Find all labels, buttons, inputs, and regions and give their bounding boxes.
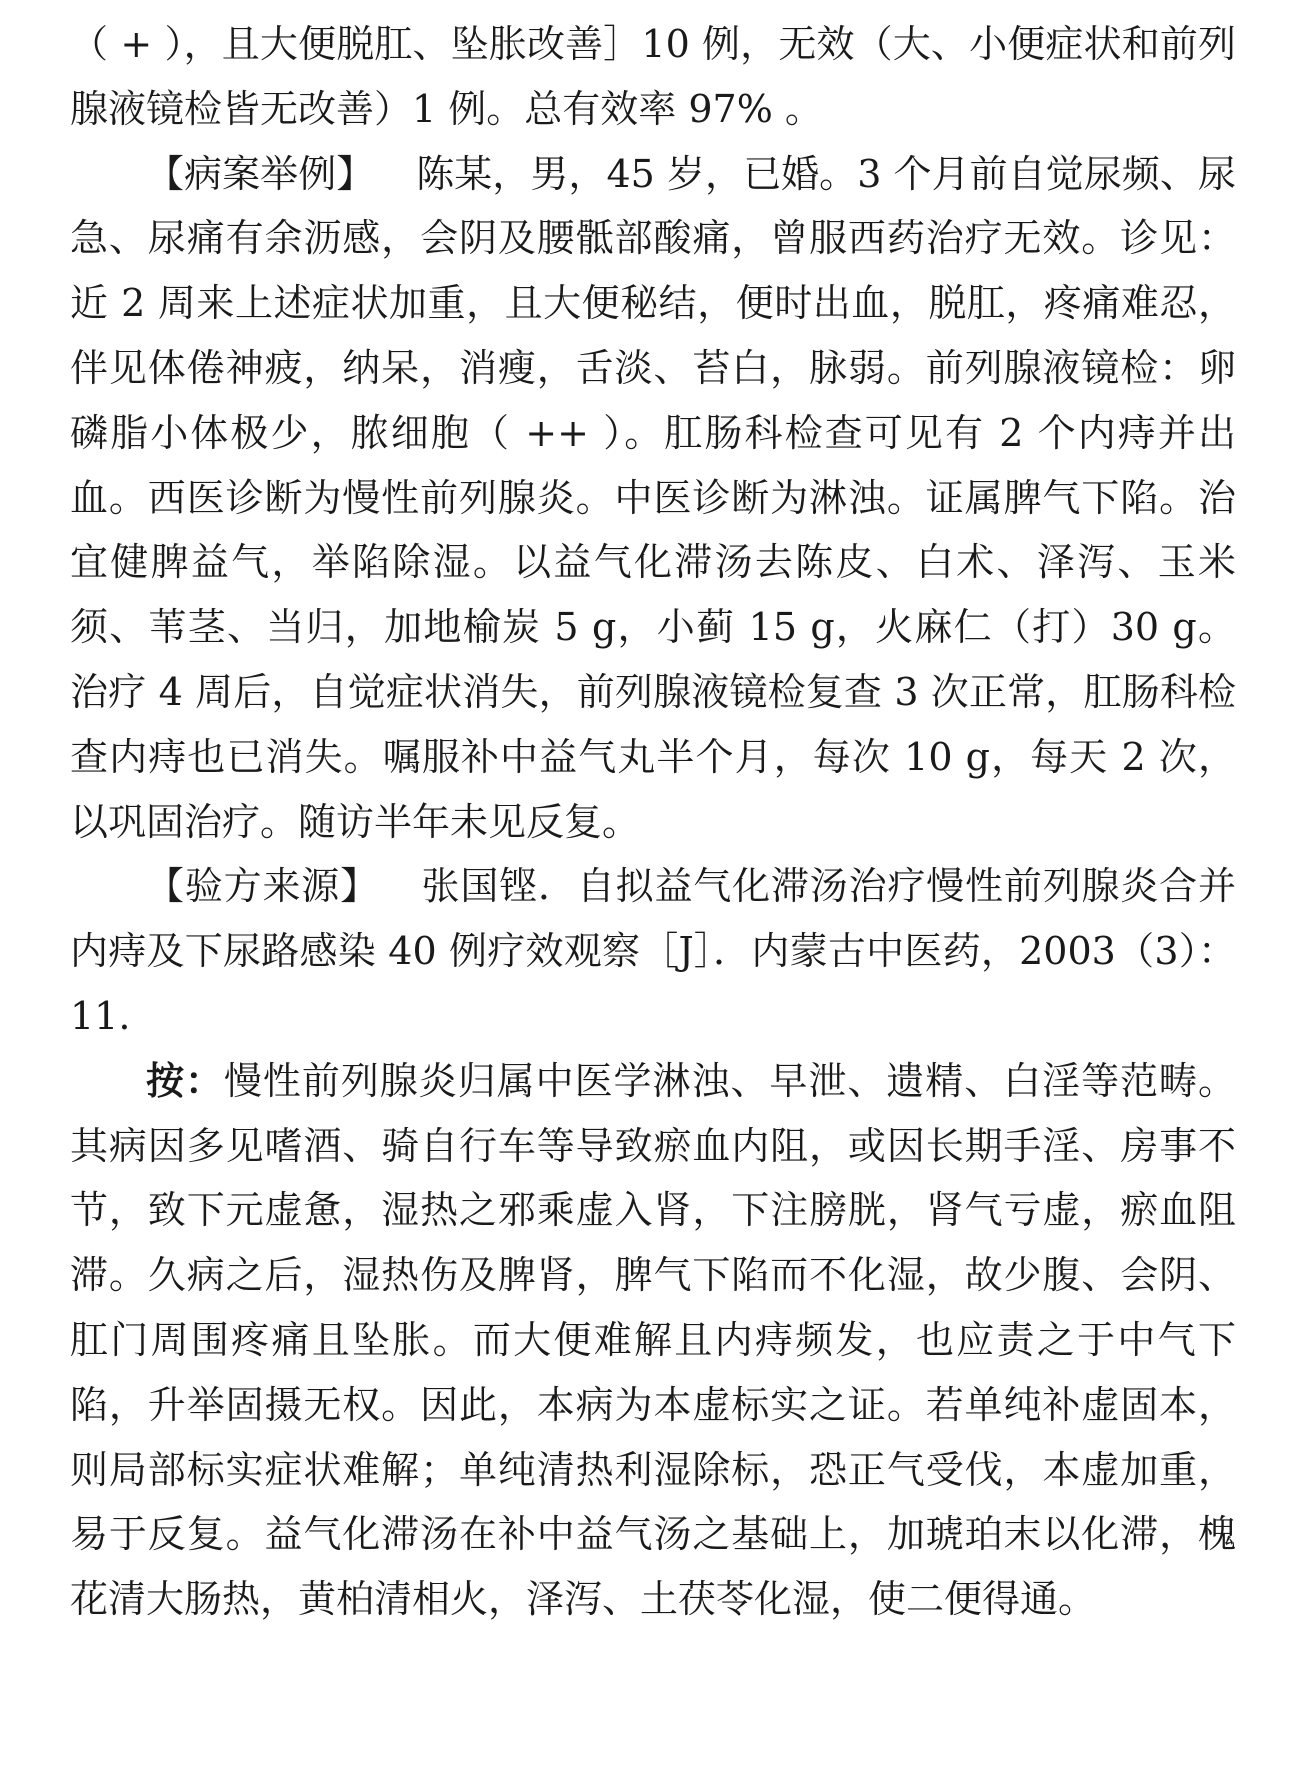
case-example-label: 【病案举例】: [146, 151, 375, 196]
result-summary-text: （ + ），且大便脱肛、坠胀改善］10 例，无效（大、小便症状和前列腺液镜检皆无改善）1 例。总有效率 97% 。: [70, 22, 1236, 131]
document-page: [70, 12, 1236, 1632]
paragraph-source: [70, 854, 1236, 1048]
paragraph-commentary: [70, 1049, 1236, 1632]
commentary-text: 慢性前列腺炎归属中医学淋浊、早泄、遗精、白淫等范畴。其病因多见嗜酒、骑自行车等导致瘀血内阻，或因长期手淫、房事不节，致下元虚惫，湿热之邪乘虚入肾，下注膀胱，肾气亏虚，瘀血阻滞。久病之后，湿热伤及脾肾，脾气下陷而不化湿，故少腹、会阴、肛门周围疼痛且坠胀。而大便难解且内痔频发，也应责之于中气下陷，升举固摄无权。因此，本病为本虚标实之证。若单纯补虚固本，则局部标实症状难解；单纯清热利湿除标，恐正气受伐，本虚加重，易于反复。益气化滞汤在补中益气汤之基础上，加琥珀末以化滞，槐花清大肠热，黄柏清相火，泽泻、土茯苓化湿，使二便得通。: [70, 1058, 1236, 1622]
source-text: 张国铿．自拟益气化滞汤治疗慢性前列腺炎合并内痔及下尿路感染 40 例疗效观察［J］．内蒙古中医药，2003（3）：11.: [70, 864, 1236, 1038]
source-label: 【验方来源】: [146, 864, 379, 909]
paragraph-result-summary: [70, 12, 1236, 142]
commentary-label: 按：: [146, 1057, 224, 1103]
case-example-text: 陈某，男，45 岁，已婚。3 个月前自觉尿频、尿急、尿痛有余沥感，会阴及腰骶部酸痛，曾服西药治疗无效。诊见：近 2 周来上述症状加重，且大便秘结，便时出血，脱肛，疼痛难忍，伴见体倦神疲，纳呆，消瘦，舌淡、苔白，脉弱。前列腺液镜检：卵磷脂小体极少，脓细胞（ ++ ）。肛肠科检查可见有 2 个内痔并出血。西医诊断为慢性前列腺炎。中医诊断为淋浊。证属脾气下陷。治宜健脾益气，举陷除湿。以益气化滞汤去陈皮、白术、泽泻、玉米须、苇茎、当归，加地榆炭 5 g，小蓟 15 g，火麻仁（打）30 g。治疗 4 周后，自觉症状消失，前列腺液镜检复查 3 次正常，肛肠科检查内痔也已消失。嘱服补中益气丸半个月，每次 10 g，每天 2 次，以巩固治疗。随访半年未见反复。: [70, 151, 1236, 844]
paragraph-case-example: [70, 142, 1236, 855]
